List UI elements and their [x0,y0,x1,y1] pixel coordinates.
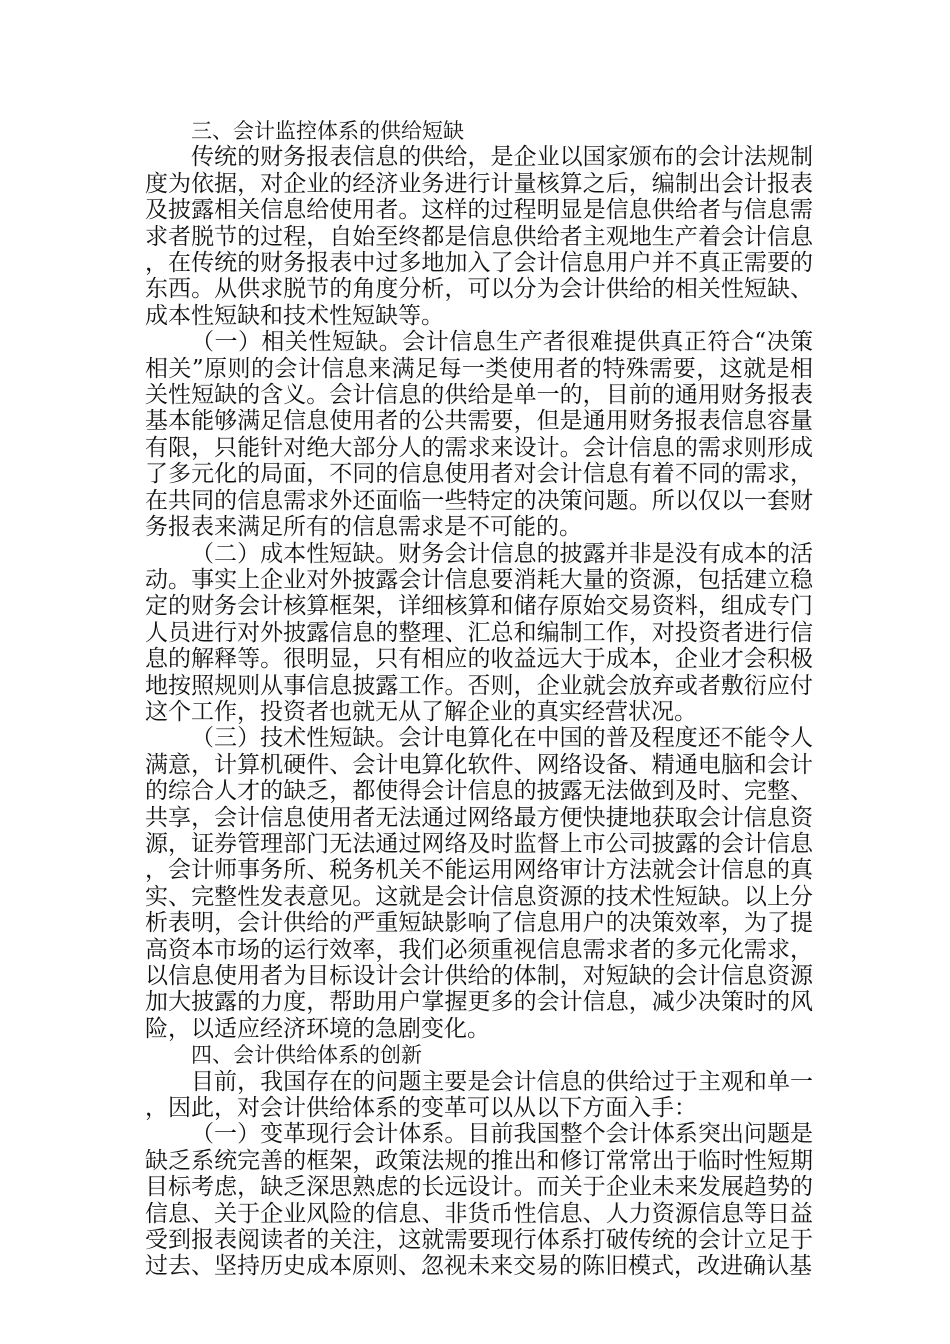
paragraph-supply-intro: 传统的财务报表信息的供给，是企业以国家颁布的会计法规制度为依据，对企业的经济业务进行计量核算之后，编制出会计报表及披露相关信息给使用者。这样的过程明显是信息供给者与信息需求者脱节的过程，自始至终都是信息供给者主观地生产着会计信息，在传统的财务报表中过多地加入了会计信息用户并不真正需要的东西。从供求脱节的角度分析，可以分为会计供给的相关性短缺、成本性短缺和技术性短缺等。 [145,144,813,329]
paragraph-reform-system: （一）变革现行会计体系。目前我国整个会计体系突出问题是缺乏系统完善的框架，政策法规的推出和修订常常出于临时性短期目标考虑，缺乏深思熟虑的长远设计。而关于企业未来发展趋势的信息、关于企业风险的信息、非货币性信息、人力资源信息等日益受到报表阅读者的关注，这就需要现行体系打破传统的会计立足于过去、坚持历史成本原则、忽视未来交易的陈旧模式，改进确认基 [145,1121,813,1280]
section-heading-4: 四、会计供给体系的创新 [191,1043,422,1068]
paragraph-innovation-intro: 目前，我国存在的问题主要是会计信息的供给过于主观和单一，因此，对会计供给体系的变革可以从以下方面入手： [145,1068,813,1122]
section-heading-3: 三、会计监控体系的供给短缺 [191,119,464,143]
paragraph-cost-shortage: （二）成本性短缺。财务会计信息的披露并非是没有成本的活动。事实上企业对外披露会计信息要消耗大量的资源，包括建立稳定的财务会计核算框架，详细核算和储存原始交易资料，组成专门人员进行对外披露信息的整理、汇总和编制工作，对投资者进行信息的解释等。很明显，只有相应的收益远大于成本，企业才会积极地按照规则从事信息披露工作。否则，企业就会放弃或者敷衍应付这个工作，投资者也就无从了解企业的真实经营状况。 [145,540,813,725]
document-page [145,118,813,1280]
paragraph-relevance-shortage: （一）相关性短缺。会计信息生产者很难提供真正符合“决策相关”原则的会计信息来满足每一类使用者的特殊需要，这就是相关性短缺的含义。会计信息的供给是单一的，目前的通用财务报表基本能够满足信息使用者的公共需要，但是通用财务报表信息容量有限，只能针对绝大部分人的需求来设计。会计信息的需求则形成了多元化的局面，不同的信息使用者对会计信息有着不同的需求，在共同的信息需求外还面临一些特定的决策问题。所以仅以一套财务报表来满足所有的信息需求是不可能的。 [145,329,813,541]
paragraph-technical-shortage: （三）技术性短缺。会计电算化在中国的普及程度还不能令人满意，计算机硬件、会计电算化软件、网络设备、精通电脑和会计的综合人才的缺乏，都使得会计信息的披露无法做到及时、完整、共享，会计信息使用者无法通过网络最方便快捷地获取会计信息资源，证券管理部门无法通过网络及时监督上市公司披露的会计信息，会计师事务所、税务机关不能运用网络审计方法就会计信息的真实、完整性发表意见。这就是会计信息资源的技术性短缺。以上分析表明，会计供给的严重短缺影响了信息用户的决策效率，为了提高资本市场的运行效率，我们必须重视信息需求者的多元化需求，以信息使用者为目标设计会计供给的体制，对短缺的会计信息资源加大披露的力度，帮助用户掌握更多的会计信息，减少决策时的风险，以适应经济环境的急剧变化。 [145,725,813,1042]
